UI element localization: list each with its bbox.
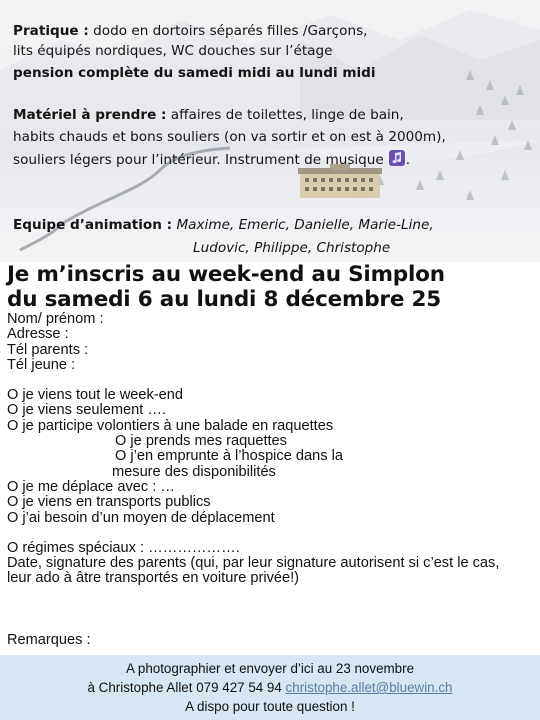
field-parent-phone: Tél parents : <box>7 341 89 358</box>
pratique-line2: lits équipés nordiques, WC douches sur l’étage <box>13 43 333 59</box>
equipe-names2: Ludovic, Philippe, Christophe <box>193 240 391 256</box>
parent-signature-note: Date, signature des parents (qui, par leur signature autorisent si c’est le cas, leur ado à âtre transportés en voiture privée!) <box>7 555 500 587</box>
music-note-icon <box>388 149 406 167</box>
materiel-label: Matériel à prendre : <box>13 107 167 123</box>
materiel-line3 <box>13 149 410 170</box>
option-only: O je viens seulement …. <box>7 402 166 419</box>
form-title-line1: Je m’inscris au week-end au Simplon <box>7 262 445 287</box>
footer-line2 <box>0 678 540 697</box>
materiel-line2: habits chauds et bons souliers (on va sortir et on est à 2000m), <box>13 129 446 145</box>
option-travel-with: O je me déplace avec : … <box>7 478 175 495</box>
email-link[interactable]: christophe.allet@bluewin.ch <box>285 680 453 695</box>
equipe-line1 <box>13 215 434 235</box>
materiel-end: . <box>405 152 411 168</box>
equipe-names1: Maxime, Emeric, Danielle, Marie-Line, <box>172 217 434 233</box>
header-photo-banner <box>0 0 540 262</box>
equipe-label: Equipe d’animation : <box>13 217 173 233</box>
form-title-line2: du samedi 6 au lundi 8 décembre 25 <box>7 287 442 312</box>
materiel-text1: affaires de toilettes, linge de bain, <box>166 107 404 123</box>
materiel-line1 <box>13 105 404 125</box>
registration-form <box>7 262 535 648</box>
footer-contact-name: à Christophe Allet 079 427 54 94 <box>87 680 286 695</box>
option-need-transport: O j’ai besoin d’un moyen de déplacement <box>7 509 275 526</box>
option-borrow-snowshoes: O j’en emprunte à l’hospice dans la <box>115 448 343 465</box>
footer-contact <box>0 655 540 720</box>
pratique-line3: pension complète du samedi midi au lundi midi <box>13 65 376 81</box>
footer-line3: A dispo pour toute question ! <box>185 699 355 714</box>
materiel-text3: souliers légers pour l’intérieur. Instrument de musique <box>13 152 384 168</box>
pratique-label: Pratique : <box>13 23 89 39</box>
option-snowshoe-walk: O je participe volontiers à une balade en raquettes <box>7 417 334 434</box>
option-special-diet: O régimes spéciaux : ………………. <box>7 539 240 556</box>
footer-line1: A photographier et envoyer d’ici au 23 novembre <box>125 661 415 676</box>
field-youth-phone: Tél jeune : <box>7 356 76 373</box>
option-public-transport: O je viens en transports publics <box>7 494 211 511</box>
remarks-label: Remarques : <box>7 631 91 648</box>
option-own-snowshoes: O je prends mes raquettes <box>115 433 287 450</box>
field-address: Adresse : <box>7 326 69 343</box>
option-borrow-snowshoes-cont: mesure des disponibilités <box>112 463 276 480</box>
pratique-text1: dodo en dortoirs séparés filles /Garçons, <box>88 23 368 39</box>
pratique-line1 <box>13 21 367 41</box>
option-whole-weekend: O je viens tout le week-end <box>7 387 184 404</box>
field-name: Nom/ prénom : <box>7 311 104 327</box>
